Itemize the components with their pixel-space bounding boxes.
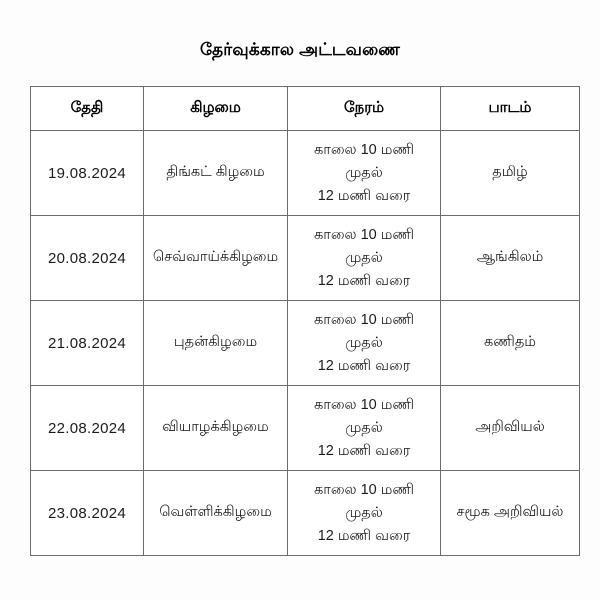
day-cell: புதன்கிழமை xyxy=(144,301,288,386)
exam-timetable xyxy=(30,86,580,556)
time-line: முதல் xyxy=(345,419,383,436)
time-line: 12 மணி வரை xyxy=(317,442,411,459)
time-line: 12 மணி வரை xyxy=(317,357,411,374)
table-row xyxy=(31,131,580,216)
subject-cell: தமிழ் xyxy=(441,131,580,216)
subject-cell: ஆங்கிலம் xyxy=(441,216,580,301)
time-line: காலை 10 மணி xyxy=(313,396,415,413)
page-title: தேர்வுக்கால அட்டவணை xyxy=(199,40,401,59)
time-line: முதல் xyxy=(345,249,383,266)
time-line: காலை 10 மணி xyxy=(313,311,415,328)
subject-cell: சமூக அறிவியல் xyxy=(441,471,580,556)
time-line: முதல் xyxy=(345,504,383,521)
day-cell: திங்கட் கிழமை xyxy=(144,131,288,216)
date-cell: 19.08.2024 xyxy=(31,131,144,216)
date-cell: 23.08.2024 xyxy=(31,471,144,556)
time-line: காலை 10 மணி xyxy=(313,481,415,498)
time-cell xyxy=(288,386,441,471)
column-header-time: நேரம் xyxy=(288,87,441,131)
time-cell xyxy=(288,131,441,216)
subject-cell: கணிதம் xyxy=(441,301,580,386)
table-header-row xyxy=(31,87,580,131)
time-line: 12 மணி வரை xyxy=(317,187,411,204)
time-line: 12 மணி வரை xyxy=(317,527,411,544)
date-cell: 22.08.2024 xyxy=(31,386,144,471)
date-cell: 21.08.2024 xyxy=(31,301,144,386)
time-cell xyxy=(288,471,441,556)
time-cell xyxy=(288,301,441,386)
table-row xyxy=(31,216,580,301)
time-cell xyxy=(288,216,441,301)
date-cell: 20.08.2024 xyxy=(31,216,144,301)
time-line: 12 மணி வரை xyxy=(317,272,411,289)
time-line: காலை 10 மணி xyxy=(313,226,415,243)
day-cell: வெள்ளிக்கிழமை xyxy=(144,471,288,556)
subject-cell: அறிவியல் xyxy=(441,386,580,471)
table-row xyxy=(31,471,580,556)
time-line: முதல் xyxy=(345,164,383,181)
column-header-day: கிழமை xyxy=(144,87,288,131)
column-header-date: தேதி xyxy=(31,87,144,131)
time-line: முதல் xyxy=(345,334,383,351)
table-row xyxy=(31,301,580,386)
time-line: காலை 10 மணி xyxy=(313,141,415,158)
table-row xyxy=(31,386,580,471)
day-cell: வியாழக்கிழமை xyxy=(144,386,288,471)
day-cell: செவ்வாய்க்கிழமை xyxy=(144,216,288,301)
column-header-subject: பாடம் xyxy=(441,87,580,131)
